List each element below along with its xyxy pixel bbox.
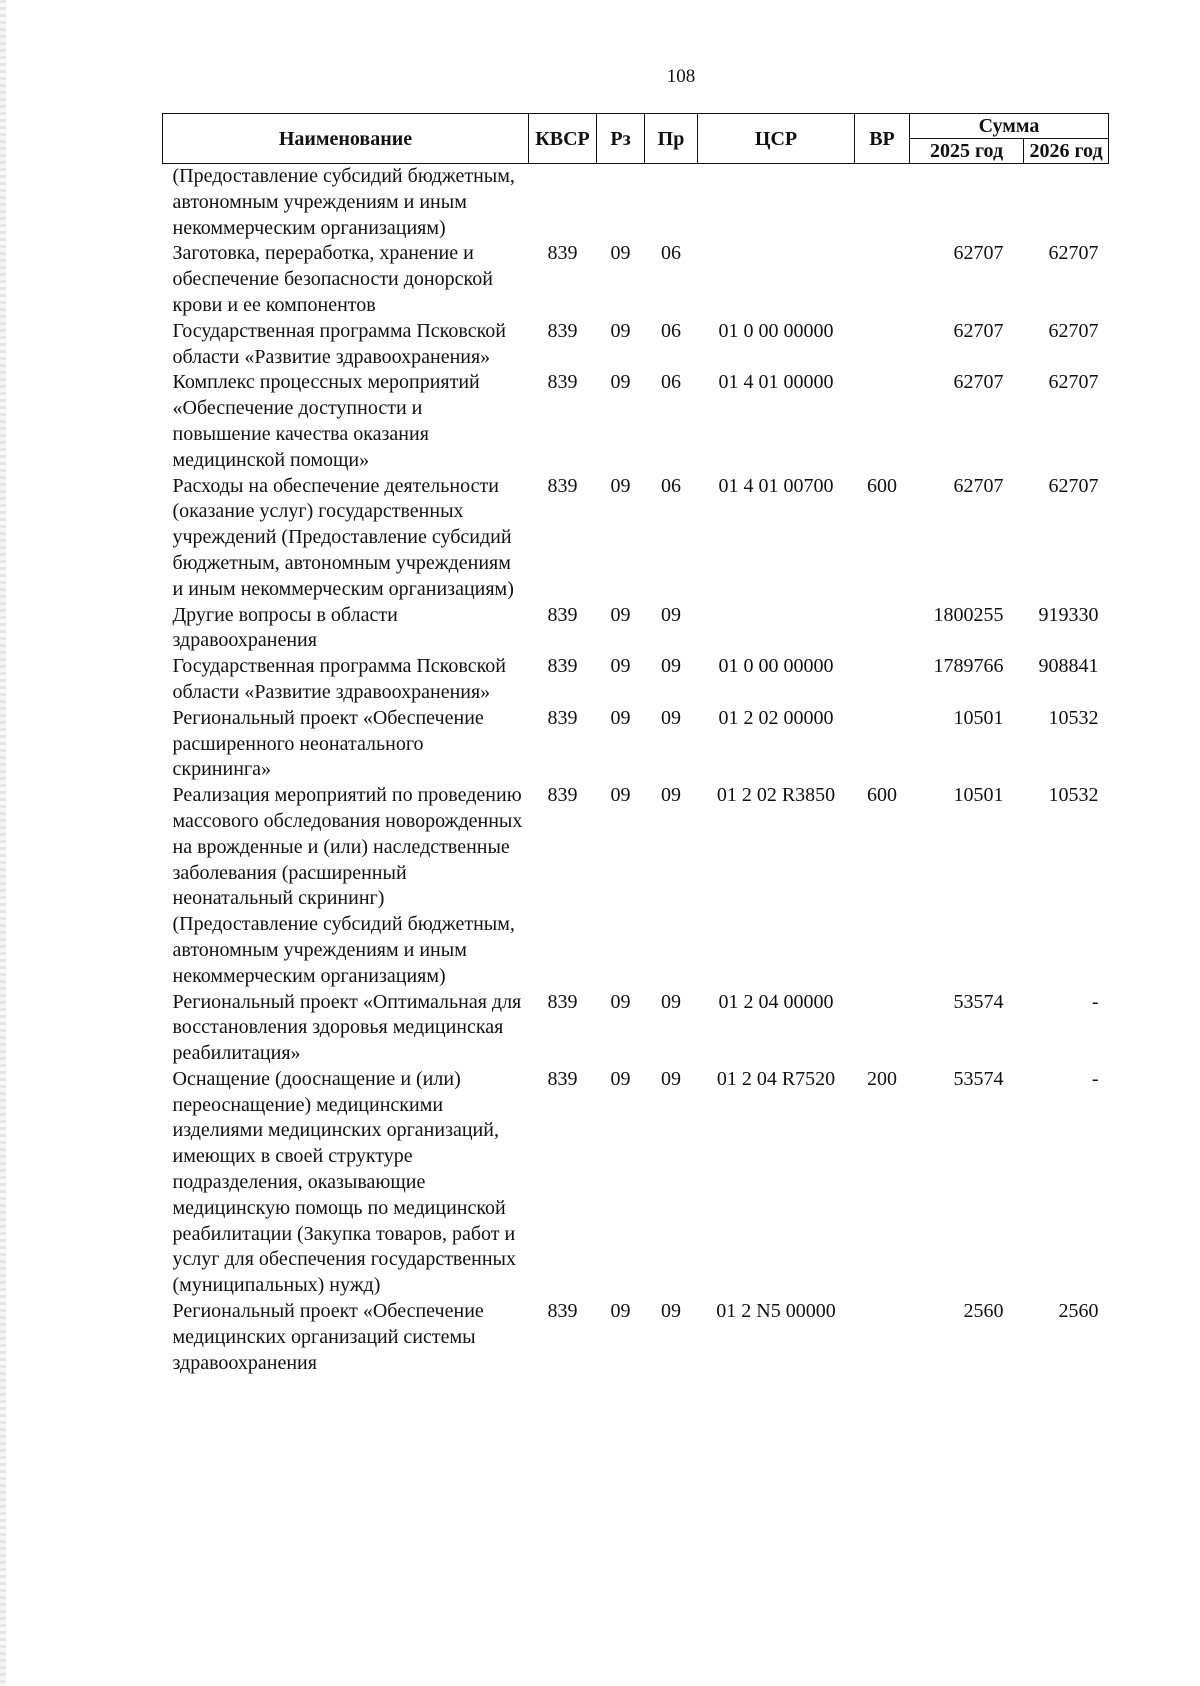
cell-vr xyxy=(855,241,910,318)
cell-rz: 09 xyxy=(610,784,631,807)
cell-csr: 01 2 04 00000 xyxy=(718,990,834,1013)
cell-sum-2026: 10532 xyxy=(1048,784,1099,807)
cell-name: Региональный проект «Обеспечение расширенного неонатального скрининга» xyxy=(172,706,484,781)
cell-rz xyxy=(597,164,645,242)
cell-sum-2025: 62707 xyxy=(953,242,1004,265)
cell-sum-2025: 62707 xyxy=(953,474,1004,497)
cell-rz: 09 xyxy=(610,319,631,342)
cell-rz: 09 xyxy=(610,371,631,394)
table-row xyxy=(163,783,1109,989)
cell-kvsr: 839 xyxy=(547,603,578,626)
cell-pr: 06 xyxy=(661,474,681,497)
cell-vr xyxy=(855,370,910,473)
cell-csr: 01 2 02 00000 xyxy=(718,706,834,729)
table-row xyxy=(163,706,1109,783)
cell-sum-2025: 2560 xyxy=(963,1300,1004,1323)
cell-rz: 09 xyxy=(610,474,631,497)
cell-name: Региональный проект «Оптимальная для восстановления здоровья медицинская реабилитация» xyxy=(172,990,522,1065)
col-header-year-2026: 2026 год xyxy=(1024,139,1109,164)
col-header-rz: Рз xyxy=(597,114,645,164)
cell-rz: 09 xyxy=(610,1067,631,1090)
cell-vr xyxy=(855,164,910,242)
cell-kvsr: 839 xyxy=(547,474,578,497)
cell-pr: 09 xyxy=(661,990,681,1013)
table-row xyxy=(163,1067,1109,1299)
cell-rz: 09 xyxy=(610,603,631,626)
cell-rz: 09 xyxy=(610,1300,631,1323)
cell-rz: 09 xyxy=(610,990,631,1013)
cell-vr: 600 xyxy=(867,474,897,497)
cell-kvsr xyxy=(529,164,597,242)
cell-rz: 09 xyxy=(610,242,631,265)
cell-sum-2026: 62707 xyxy=(1048,474,1099,497)
cell-sum-2025: 62707 xyxy=(953,371,1004,394)
col-header-pr: Пр xyxy=(645,114,698,164)
scan-edge xyxy=(0,0,6,1686)
cell-name: Заготовка, переработка, хранение и обеспечение безопасности донорской крови и ее компонентов xyxy=(172,242,493,316)
table-row xyxy=(163,654,1109,706)
cell-csr: 01 2 04 R7520 xyxy=(716,1067,836,1090)
cell-kvsr: 839 xyxy=(547,655,578,678)
cell-name: Региональный проект «Обеспечение медицинских организаций системы здравоохранения xyxy=(172,1300,484,1374)
col-header-name: Наименование xyxy=(163,114,529,164)
cell-name: Государственная программа Псковской области «Развитие здравоохранения» xyxy=(172,655,506,703)
cell-sum-2026: 62707 xyxy=(1048,371,1099,394)
cell-name: (Предоставление субсидий бюджетным, автономным учреждениям и иным некоммерческим организациям) xyxy=(172,165,515,239)
col-header-vr: ВР xyxy=(855,114,910,164)
cell-vr xyxy=(855,603,910,655)
col-header-sum: Сумма xyxy=(910,114,1109,139)
cell-pr: 06 xyxy=(661,371,681,394)
cell-sum-2026: 62707 xyxy=(1048,242,1099,265)
cell-csr: 01 2 N5 00000 xyxy=(716,1300,836,1323)
cell-kvsr: 839 xyxy=(547,706,578,729)
cell-sum-2026: 908841 xyxy=(1038,655,1099,678)
cell-sum-2025: 1800255 xyxy=(933,603,1004,626)
cell-name: Комплекс процессных мероприятий «Обеспечение доступности и повышение качества оказания медицинской помощи» xyxy=(172,371,480,471)
cell-vr xyxy=(855,1299,910,1376)
cell-pr: 09 xyxy=(661,603,681,626)
cell-csr xyxy=(698,603,855,655)
cell-pr: 09 xyxy=(661,655,681,678)
table-body xyxy=(163,164,1109,1377)
cell-csr: 01 4 01 00700 xyxy=(718,474,834,497)
table-header xyxy=(163,114,1109,164)
cell-sum-2026: - xyxy=(1091,990,1099,1013)
cell-sum-2025: 62707 xyxy=(953,319,1004,342)
cell-csr xyxy=(698,241,855,318)
table-row xyxy=(163,474,1109,603)
col-header-year-2025: 2025 год xyxy=(910,139,1024,164)
cell-name: Оснащение (дооснащение и (или) переоснащение) медицинскими изделиями медицинских организаций, имеющих в своей структуре подразделения, оказывающие медицинскую помощь по медицинской реабилитации (Закупка товаров, работ и услуг для обеспечения государственных (муниципальных) нужд) xyxy=(172,1067,516,1297)
cell-pr: 09 xyxy=(661,706,681,729)
cell-rz: 09 xyxy=(610,655,631,678)
table-row xyxy=(163,319,1109,371)
cell-kvsr: 839 xyxy=(547,242,578,265)
table-row xyxy=(163,603,1109,655)
cell-sum-2026: 919330 xyxy=(1038,603,1099,626)
cell-sum-2026: 10532 xyxy=(1048,706,1099,729)
cell-vr: 200 xyxy=(867,1067,897,1090)
cell-pr: 09 xyxy=(661,1300,681,1323)
cell-csr: 01 4 01 00000 xyxy=(718,371,834,394)
cell-pr xyxy=(645,164,698,242)
cell-sum-2025: 1789766 xyxy=(933,655,1004,678)
cell-vr xyxy=(855,319,910,371)
cell-sum-2026: 2560 xyxy=(1058,1300,1099,1323)
table-row xyxy=(163,164,1109,242)
cell-csr: 01 2 02 R3850 xyxy=(716,784,836,807)
cell-csr: 01 0 00 00000 xyxy=(718,319,834,342)
cell-sum-2026: 62707 xyxy=(1048,319,1099,342)
cell-pr: 06 xyxy=(661,319,681,342)
cell-csr xyxy=(698,164,855,242)
cell-name: Другие вопросы в области здравоохранения xyxy=(172,603,398,652)
cell-sum-2025: 53574 xyxy=(953,990,1004,1013)
table-row xyxy=(163,370,1109,473)
cell-pr: 09 xyxy=(661,784,681,807)
cell-pr: 06 xyxy=(661,242,681,265)
cell-name: Государственная программа Псковской области «Развитие здравоохранения» xyxy=(172,319,506,368)
budget-table xyxy=(162,113,1109,1376)
cell-sum-2025: 10501 xyxy=(953,784,1004,807)
table-row xyxy=(163,1299,1109,1376)
cell-kvsr: 839 xyxy=(547,784,578,807)
cell-name: Расходы на обеспечение деятельности (оказание услуг) государственных учреждений (Предоставление субсидий бюджетным, автономным учреждениям и иным некоммерческим организациям) xyxy=(172,474,514,600)
cell-kvsr: 839 xyxy=(547,990,578,1013)
cell-vr xyxy=(855,706,910,783)
cell-sum-2026: - xyxy=(1091,1067,1099,1090)
cell-sum-2025 xyxy=(910,164,1024,242)
cell-vr xyxy=(855,990,910,1067)
cell-rz: 09 xyxy=(610,706,631,729)
cell-sum-2025: 10501 xyxy=(953,706,1004,729)
table-row xyxy=(163,990,1109,1067)
cell-csr: 01 0 00 00000 xyxy=(718,655,834,678)
cell-vr xyxy=(855,654,910,706)
cell-kvsr: 839 xyxy=(547,1300,578,1323)
cell-sum-2026 xyxy=(1024,164,1109,242)
col-header-kvsr: КВСР xyxy=(529,114,597,164)
cell-name: Реализация мероприятий по проведению массового обследования новорожденных на врожденные и (или) наследственные заболевания (расширенный неонатальный скрининг) (Предоставление субсидий бюджетным, автономным учреждениям и иным некоммерческим организациям) xyxy=(172,784,523,987)
cell-vr: 600 xyxy=(867,784,897,807)
table-row xyxy=(163,241,1109,318)
col-header-csr: ЦСР xyxy=(698,114,855,164)
cell-kvsr: 839 xyxy=(547,319,578,342)
page-number: 108 xyxy=(666,66,696,87)
cell-sum-2025: 53574 xyxy=(953,1067,1004,1090)
cell-kvsr: 839 xyxy=(547,371,578,394)
cell-kvsr: 839 xyxy=(547,1067,578,1090)
cell-pr: 09 xyxy=(661,1067,681,1090)
